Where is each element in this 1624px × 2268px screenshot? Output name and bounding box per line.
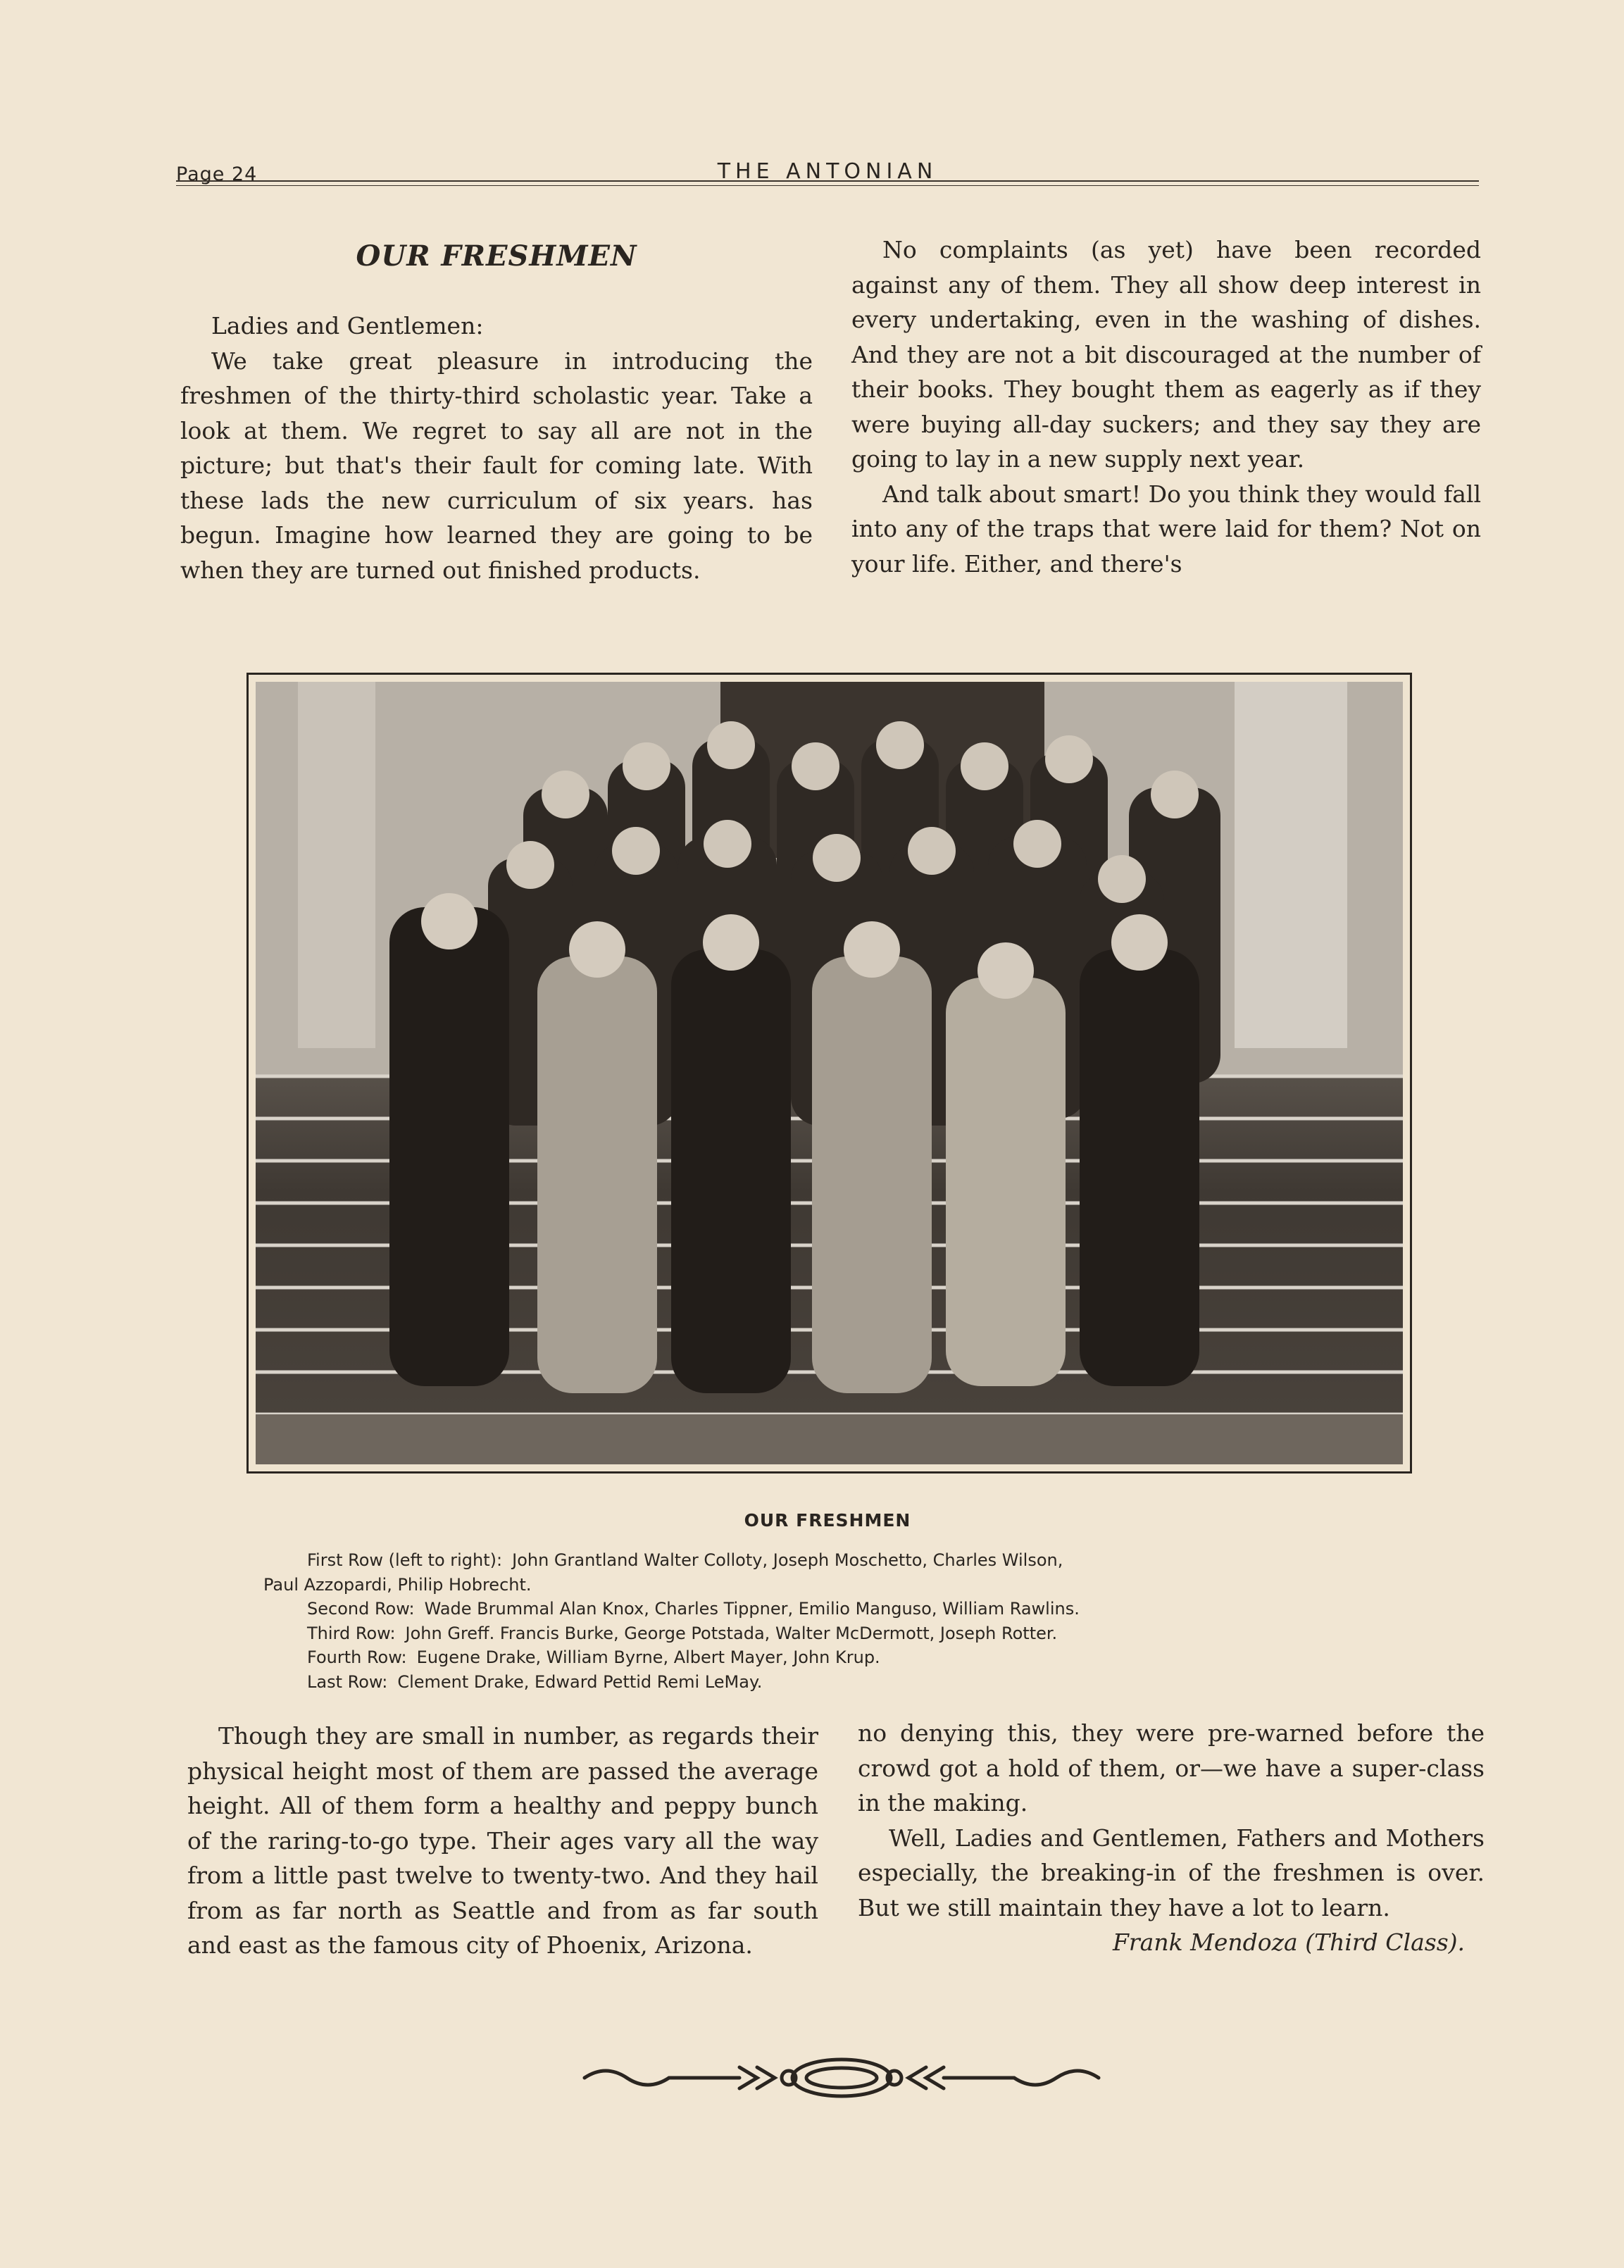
header-rule-thin (176, 185, 1479, 186)
decorative-ornament-icon (577, 2046, 1106, 2110)
page-number: Page 24 (176, 163, 258, 185)
caption-row-names: Paul Azzopardi, Philip Hobrecht. (263, 1574, 532, 1595)
column-bottom-left (187, 1719, 818, 1963)
column (1235, 682, 1347, 1048)
column-top-left (180, 309, 813, 587)
paragraph: Though they are small in number, as regards their physical height most of them are passed the average height. All of them form a healthy and peppy bunch of the raring-to-go type. Their ages vary all the way from a little past twelve to twenty-two. And they hail from as far north as Seattle and from as far south and east as the famous city of Phoenix, Arizona. (187, 1722, 818, 1959)
column (298, 682, 375, 1048)
group-photo-illustration (256, 682, 1403, 1464)
column-top-right (851, 232, 1481, 581)
header-rule (176, 180, 1479, 182)
caption-row-names: Wade Brummal Alan Knox, Charles Tippner, Emilio Manguso, William Rawlins. (424, 1599, 1080, 1619)
caption-row (307, 1645, 1378, 1670)
journal-title: THE ANTONIAN (717, 159, 938, 184)
salutation: Ladies and Gentlemen: (211, 312, 484, 339)
caption-title: OUR FRESHMEN (744, 1510, 911, 1531)
group-photo (256, 682, 1403, 1464)
caption-row-names: John Greff. Francis Burke, George Potstada, Walter McDermott, Joseph Rotter. (405, 1623, 1058, 1643)
article-title: OUR FRESHMEN (356, 239, 637, 273)
paragraph: Well, Ladies and Gentlemen, Fathers and Mothers especially, the breaking-in of the freshmen is over. But we still maintain they have a lot to learn. (858, 1824, 1485, 1921)
ground (256, 1414, 1403, 1464)
caption-row-label: First Row (left to right): (307, 1550, 503, 1570)
column-bottom-right (858, 1716, 1485, 1960)
paragraph: And talk about smart! Do you think they would fall into any of the traps that were laid for them? Not on your life. Either, and there's (851, 480, 1481, 578)
caption-row-names: John Grantland Walter Colloty, Joseph Moschetto, Charles Wilson, (512, 1550, 1063, 1570)
author-signature: Frank Mendoza (Third Class). (1113, 1929, 1465, 1956)
caption-row (307, 1670, 1378, 1695)
paragraph: We take great pleasure in introducing the freshmen of the thirty-third scholastic year. Take a look at them. We regret to say all are not in the picture; but that's their fault for coming late. With these lads the new curriculum of six years. has begun. Imagine how learned they are going to be when they are turned out finished products. (180, 347, 813, 584)
caption-row-label: Second Row: (307, 1599, 415, 1619)
caption-row-label: Fourth Row: (307, 1647, 407, 1667)
caption-row-names: Clement Drake, Edward Pettid Remi LeMay. (397, 1671, 763, 1692)
paragraph: no denying this, they were pre-warned before the crowd got a hold of them, or—we have a super-class in the making. (858, 1719, 1485, 1817)
caption-row-label: Last Row: (307, 1671, 388, 1692)
caption-row (263, 1573, 1378, 1597)
caption-row-label: Third Row: (307, 1623, 396, 1643)
group-photo-frame (246, 673, 1412, 1473)
paragraph: No complaints (as yet) have been recorded against any of them. They all show deep interest in every undertaking, even in the washing of dishes. And they are not a bit discouraged at the number of their books. They bought them as eagerly as if they were buying all-day suckers; and they say they are going to lay in a new supply next year. (851, 236, 1481, 473)
caption-row (307, 1548, 1378, 1573)
caption-row (307, 1621, 1378, 1646)
caption-row-names: Eugene Drake, William Byrne, Albert Mayer, John Krup. (416, 1647, 880, 1667)
photo-caption (263, 1548, 1378, 1694)
caption-row (307, 1597, 1378, 1621)
running-head (176, 159, 1479, 187)
